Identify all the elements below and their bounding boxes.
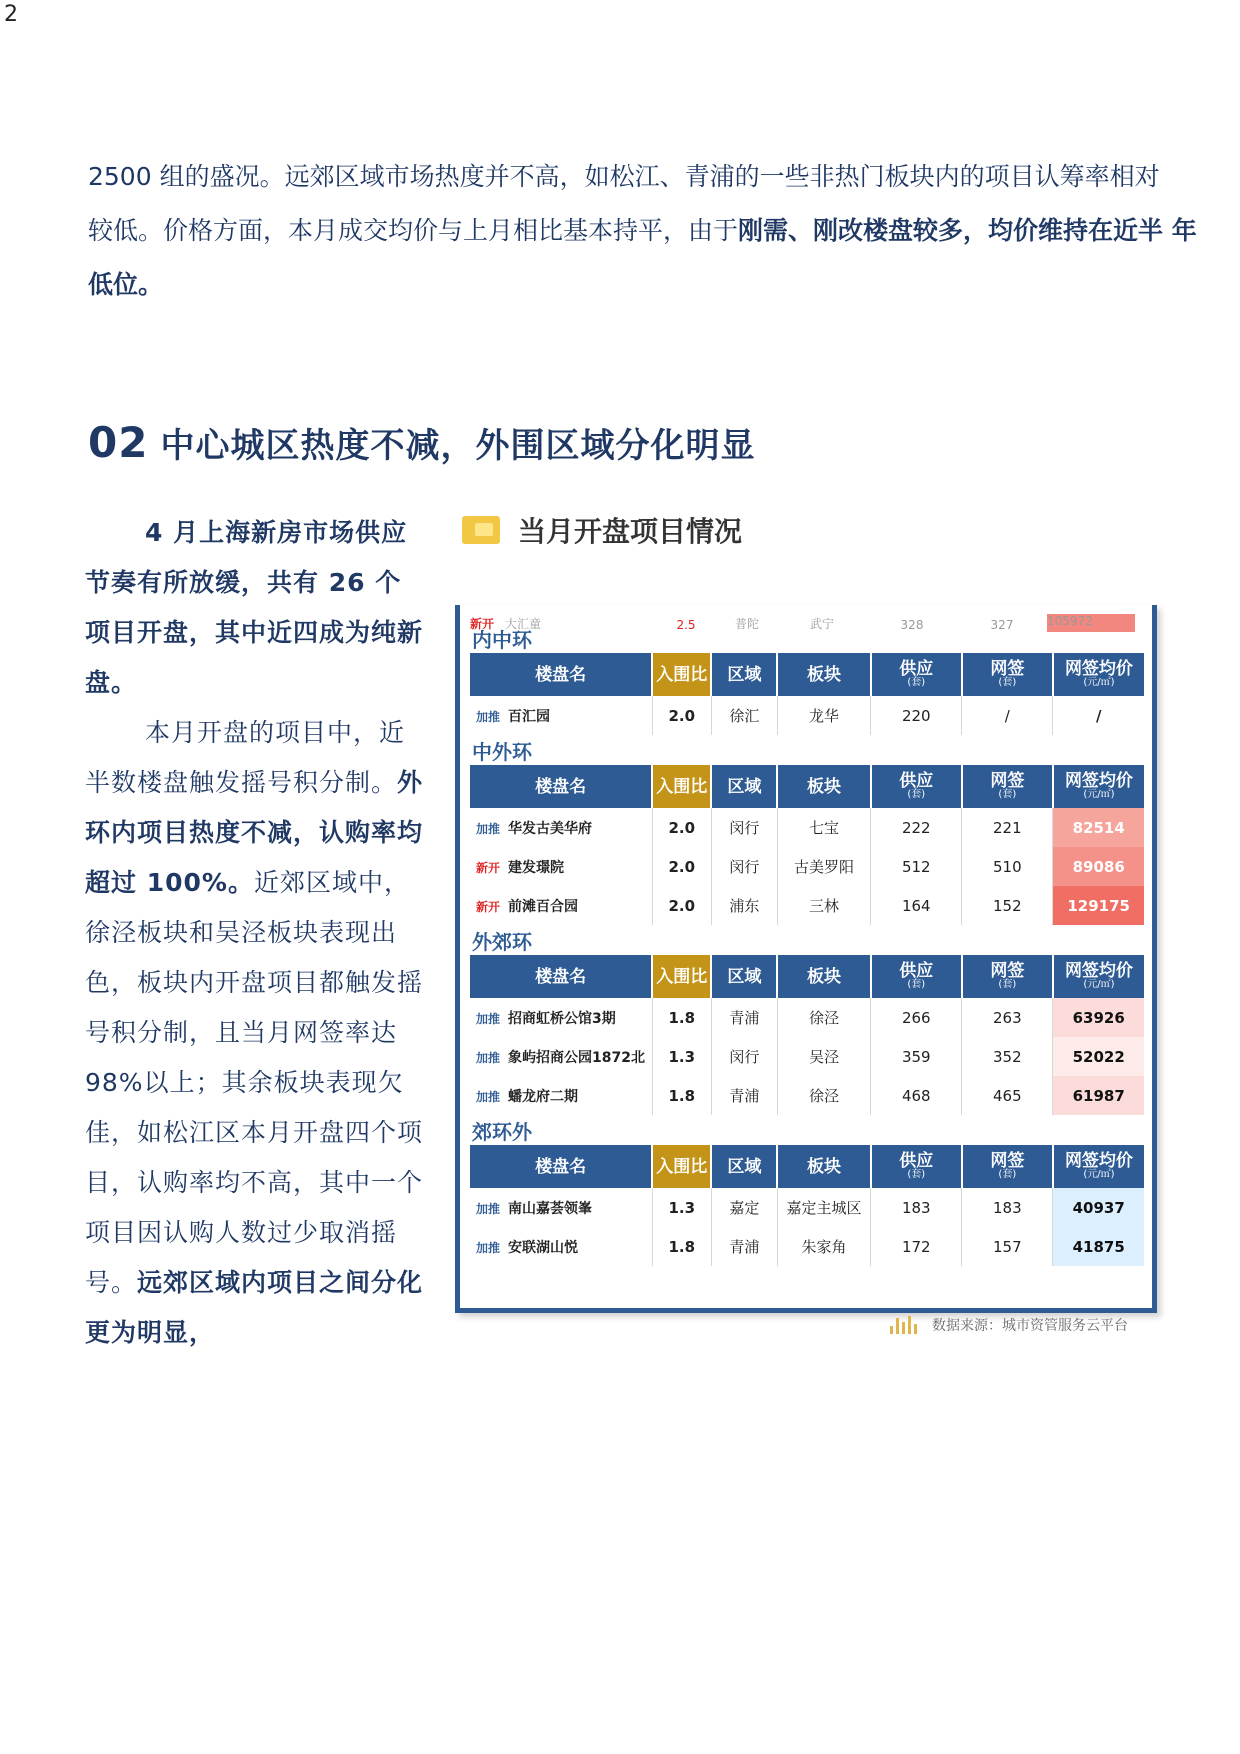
left-p2-d: 远郊区域内项目之间分化更为明显， — [85, 1268, 424, 1347]
cell-name — [470, 696, 652, 735]
cell-signed: 183 — [962, 1188, 1053, 1227]
header-supply — [871, 653, 962, 696]
cell-supply: 172 — [871, 1227, 962, 1266]
header-block-label: 板块 — [807, 664, 842, 685]
cell-name — [470, 808, 652, 847]
cut-row-district: 普陀 — [734, 617, 759, 631]
page-number: 2 — [4, 2, 18, 27]
group-label: 内中环 — [472, 628, 532, 652]
header-signed-unit: (套) — [998, 978, 1017, 990]
cut-off-row — [470, 605, 1152, 632]
left-paragraph-2 — [85, 708, 425, 1358]
cell-name — [470, 847, 652, 886]
cell-district: 闵行 — [711, 808, 777, 847]
cell-district: 浦东 — [711, 886, 777, 925]
project-name: 象屿招商公园1872北 — [508, 1049, 645, 1066]
header-signed-label: 网签 — [990, 770, 1025, 791]
project-name: 华发古美华府 — [508, 820, 593, 837]
cell-price: 40937 — [1053, 1188, 1144, 1227]
cell-signed: 157 — [962, 1227, 1053, 1266]
cell-district: 嘉定 — [711, 1188, 777, 1227]
header-district — [711, 653, 777, 696]
header-name-label: 楼盘名 — [535, 966, 587, 987]
project-table — [470, 1145, 1144, 1266]
project-table-frame — [455, 605, 1157, 1313]
table-row — [470, 696, 1144, 735]
header-signed-label: 网签 — [990, 658, 1025, 679]
project-name: 前滩百合园 — [508, 898, 579, 915]
header-signed-unit: (套) — [998, 1168, 1017, 1180]
bar-chart-icon — [890, 1316, 920, 1334]
row-tag: 加推 — [476, 1011, 501, 1026]
header-block-label: 板块 — [807, 1156, 842, 1177]
header-supply — [871, 1145, 962, 1188]
cell-ratio: 1.3 — [652, 1188, 711, 1227]
cut-row-supply: 328 — [900, 618, 924, 632]
row-tag: 加推 — [476, 1050, 501, 1065]
group-label: 外郊环 — [472, 930, 532, 954]
header-signed — [962, 955, 1053, 998]
table-row — [470, 886, 1144, 925]
section-number: 02 — [88, 418, 149, 467]
intro-line-2-text: 较低。价格方面，本月成交均价与上月相比基本持平，由于 — [88, 216, 739, 245]
left-paragraph-1 — [85, 508, 425, 708]
header-supply-unit: (套) — [907, 1168, 926, 1180]
table-header-row — [470, 1145, 1144, 1188]
cell-supply: 183 — [871, 1188, 962, 1227]
folder-icon — [462, 516, 500, 544]
cell-price: 63926 — [1053, 998, 1144, 1037]
cell-name — [470, 1037, 652, 1076]
cell-block: 徐泾 — [777, 1076, 870, 1115]
cell-price: 129175 — [1053, 886, 1144, 925]
cell-price: 41875 — [1053, 1227, 1144, 1266]
table-row — [470, 847, 1144, 886]
intro-line-2 — [88, 204, 1198, 258]
cell-ratio: 2.0 — [652, 847, 711, 886]
header-signed-unit: (套) — [998, 676, 1017, 688]
cell-signed: 263 — [962, 998, 1053, 1037]
header-name — [470, 1145, 652, 1188]
header-price-label: 网签均价 — [1064, 658, 1133, 679]
cell-ratio: 1.3 — [652, 1037, 711, 1076]
intro-line-3-bold: 低位。 — [88, 270, 164, 299]
header-supply-unit: (套) — [907, 788, 926, 800]
cut-row-signed: 327 — [990, 618, 1014, 632]
project-name: 招商虹桥公馆3期 — [508, 1010, 616, 1027]
cell-signed: 221 — [962, 808, 1053, 847]
header-district-label: 区域 — [727, 776, 762, 797]
header-price-unit: (元/㎡) — [1083, 978, 1115, 990]
cell-supply: 359 — [871, 1037, 962, 1076]
header-district-label: 区域 — [727, 1156, 762, 1177]
section-heading: 中心城区热度不减，外围区域分化明显 — [160, 426, 756, 466]
table-row — [470, 1076, 1144, 1115]
row-tag: 新开 — [476, 860, 501, 875]
cell-name — [470, 1188, 652, 1227]
header-signed-label: 网签 — [990, 960, 1025, 981]
header-ratio — [652, 653, 711, 696]
left-column-text — [85, 508, 425, 1358]
header-price — [1053, 955, 1144, 998]
header-block — [777, 1145, 870, 1188]
group-label: 郊环外 — [472, 1120, 532, 1144]
table-row — [470, 1227, 1144, 1266]
header-district-label: 区域 — [727, 966, 762, 987]
header-name-label: 楼盘名 — [535, 776, 587, 797]
cell-supply: 220 — [871, 696, 962, 735]
table-row — [470, 1188, 1144, 1227]
table-header-row — [470, 653, 1144, 696]
cell-price: / — [1053, 696, 1144, 735]
cell-district: 徐汇 — [711, 696, 777, 735]
header-signed — [962, 765, 1053, 808]
header-ratio-label: 入围比 — [656, 776, 708, 797]
header-signed — [962, 1145, 1053, 1188]
row-tag: 加推 — [476, 821, 501, 836]
row-tag: 加推 — [476, 1240, 501, 1255]
header-supply-label: 供应 — [899, 770, 934, 791]
cell-signed: 152 — [962, 886, 1053, 925]
cell-district: 青浦 — [711, 1076, 777, 1115]
table-header-row — [470, 955, 1144, 998]
cell-ratio: 1.8 — [652, 1227, 711, 1266]
header-name-label: 楼盘名 — [535, 1156, 587, 1177]
table-row — [470, 998, 1144, 1037]
table-header-row — [470, 765, 1144, 808]
left-p1-bold: 4 月上海新房市场供应节奏有所放缓，共有 26 个项目开盘，其中近四成为纯新盘。 — [85, 518, 424, 697]
table-groups — [460, 623, 1152, 1266]
header-price — [1053, 653, 1144, 696]
header-ratio — [652, 955, 711, 998]
cell-supply: 266 — [871, 998, 962, 1037]
header-name-label: 楼盘名 — [535, 664, 587, 685]
header-block — [777, 765, 870, 808]
section-title — [88, 418, 755, 467]
header-signed — [962, 653, 1053, 696]
cell-block: 吴泾 — [777, 1037, 870, 1076]
cell-supply: 468 — [871, 1076, 962, 1115]
left-p2-c: 近郊区域中，徐泾板块和吴泾板块表现出色，板块内开盘项目都触发摇号积分制，且当月网签率达 98%以上；其余板块表现欠佳，如松江区本月开盘四个项目，认购率均不高，其中一个项目因认购人数过少取消摇号。 — [85, 868, 424, 1297]
intro-line-3 — [88, 258, 1198, 312]
header-ratio-label: 入围比 — [656, 966, 708, 987]
chart-title: 当月开盘项目情况 — [518, 515, 743, 548]
cell-block: 七宝 — [777, 808, 870, 847]
header-price-unit: (元/㎡) — [1083, 788, 1115, 800]
header-signed-label: 网签 — [990, 1150, 1025, 1171]
cell-name — [470, 998, 652, 1037]
header-name — [470, 765, 652, 808]
cell-signed: 510 — [962, 847, 1053, 886]
header-price-label: 网签均价 — [1064, 770, 1133, 791]
project-table — [470, 955, 1144, 1115]
cell-price: 89086 — [1053, 847, 1144, 886]
table-row — [470, 1037, 1144, 1076]
header-signed-unit: (套) — [998, 788, 1017, 800]
header-district — [711, 955, 777, 998]
header-price-unit: (元/㎡) — [1083, 1168, 1115, 1180]
intro-line-1: 2500 组的盛况。远郊区域市场热度并不高，如松江、青浦的一些非热门板块内的项目认筹率相对 — [88, 162, 1160, 191]
group-label: 中外环 — [472, 740, 532, 764]
intro-paragraph — [88, 150, 1198, 312]
source-text: 数据来源：城市资管服务云平台 — [932, 1318, 1128, 1334]
cell-block: 朱家角 — [777, 1227, 870, 1266]
header-supply-label: 供应 — [899, 1150, 934, 1171]
cell-district: 青浦 — [711, 1227, 777, 1266]
cell-name — [470, 1076, 652, 1115]
header-name — [470, 653, 652, 696]
cell-supply: 512 — [871, 847, 962, 886]
cell-district: 闵行 — [711, 847, 777, 886]
cell-ratio: 2.0 — [652, 808, 711, 847]
header-district-label: 区域 — [727, 664, 762, 685]
header-supply — [871, 955, 962, 998]
header-district — [711, 765, 777, 808]
header-supply-unit: (套) — [907, 676, 926, 688]
project-name: 百汇园 — [508, 708, 551, 725]
cell-district: 青浦 — [711, 998, 777, 1037]
cell-supply: 222 — [871, 808, 962, 847]
cell-block: 龙华 — [777, 696, 870, 735]
cell-signed: / — [962, 696, 1053, 735]
cell-ratio: 2.0 — [652, 696, 711, 735]
cell-block: 嘉定主城区 — [777, 1188, 870, 1227]
header-ratio-label: 入围比 — [656, 1156, 708, 1177]
project-name: 安联湖山悦 — [508, 1239, 579, 1256]
cell-block: 徐泾 — [777, 998, 870, 1037]
header-supply-label: 供应 — [899, 658, 934, 679]
header-supply — [871, 765, 962, 808]
cell-price: 61987 — [1053, 1076, 1144, 1115]
intro-line-2-bold: 刚需、刚改楼盘较多，均价维持在近半 年 — [738, 216, 1197, 245]
header-block-label: 板块 — [807, 966, 842, 987]
project-name: 建发璟院 — [508, 859, 565, 876]
header-price — [1053, 1145, 1144, 1188]
cut-row-block: 武宁 — [809, 617, 834, 631]
cell-block: 三林 — [777, 886, 870, 925]
cell-price: 52022 — [1053, 1037, 1144, 1076]
data-source — [890, 1315, 1128, 1335]
chart-header — [462, 510, 742, 550]
row-tag: 加推 — [476, 709, 501, 724]
header-price-label: 网签均价 — [1064, 960, 1133, 981]
cell-supply: 164 — [871, 886, 962, 925]
cell-signed: 352 — [962, 1037, 1053, 1076]
cell-block: 古美罗阳 — [777, 847, 870, 886]
header-block — [777, 955, 870, 998]
header-supply-label: 供应 — [899, 960, 934, 981]
cell-name — [470, 886, 652, 925]
header-price-unit: (元/㎡) — [1083, 676, 1115, 688]
header-name — [470, 955, 652, 998]
row-tag: 新开 — [476, 899, 501, 914]
cell-name — [470, 1227, 652, 1266]
cell-ratio: 1.8 — [652, 1076, 711, 1115]
cut-row-name: 大汇童 — [505, 617, 542, 631]
header-block — [777, 653, 870, 696]
cell-price: 82514 — [1053, 808, 1144, 847]
header-ratio — [652, 1145, 711, 1188]
header-block-label: 板块 — [807, 776, 842, 797]
header-price-label: 网签均价 — [1064, 1150, 1133, 1171]
project-table — [470, 653, 1144, 735]
cut-row-ratio: 2.5 — [676, 618, 696, 632]
header-ratio-label: 入围比 — [656, 664, 708, 685]
project-table — [470, 765, 1144, 925]
row-tag: 加推 — [476, 1201, 501, 1216]
row-tag: 加推 — [476, 1089, 501, 1104]
table-row — [470, 808, 1144, 847]
cell-district: 闵行 — [711, 1037, 777, 1076]
cut-row-price: 105972 — [1047, 614, 1135, 632]
header-district — [711, 1145, 777, 1188]
left-p2-b: 外环内项目热度不减，认购率均超过 100%。 — [85, 768, 424, 897]
cut-row-tag: 新开 — [470, 617, 495, 631]
header-price — [1053, 765, 1144, 808]
cell-ratio: 2.0 — [652, 886, 711, 925]
cell-signed: 465 — [962, 1076, 1053, 1115]
header-supply-unit: (套) — [907, 978, 926, 990]
header-ratio — [652, 765, 711, 808]
left-p2-a: 本月开盘的项目中，近半数楼盘触发摇号积分制。 — [85, 718, 406, 797]
project-name: 南山嘉荟领峯 — [508, 1200, 593, 1217]
project-name: 蟠龙府二期 — [508, 1088, 579, 1105]
cell-ratio: 1.8 — [652, 998, 711, 1037]
